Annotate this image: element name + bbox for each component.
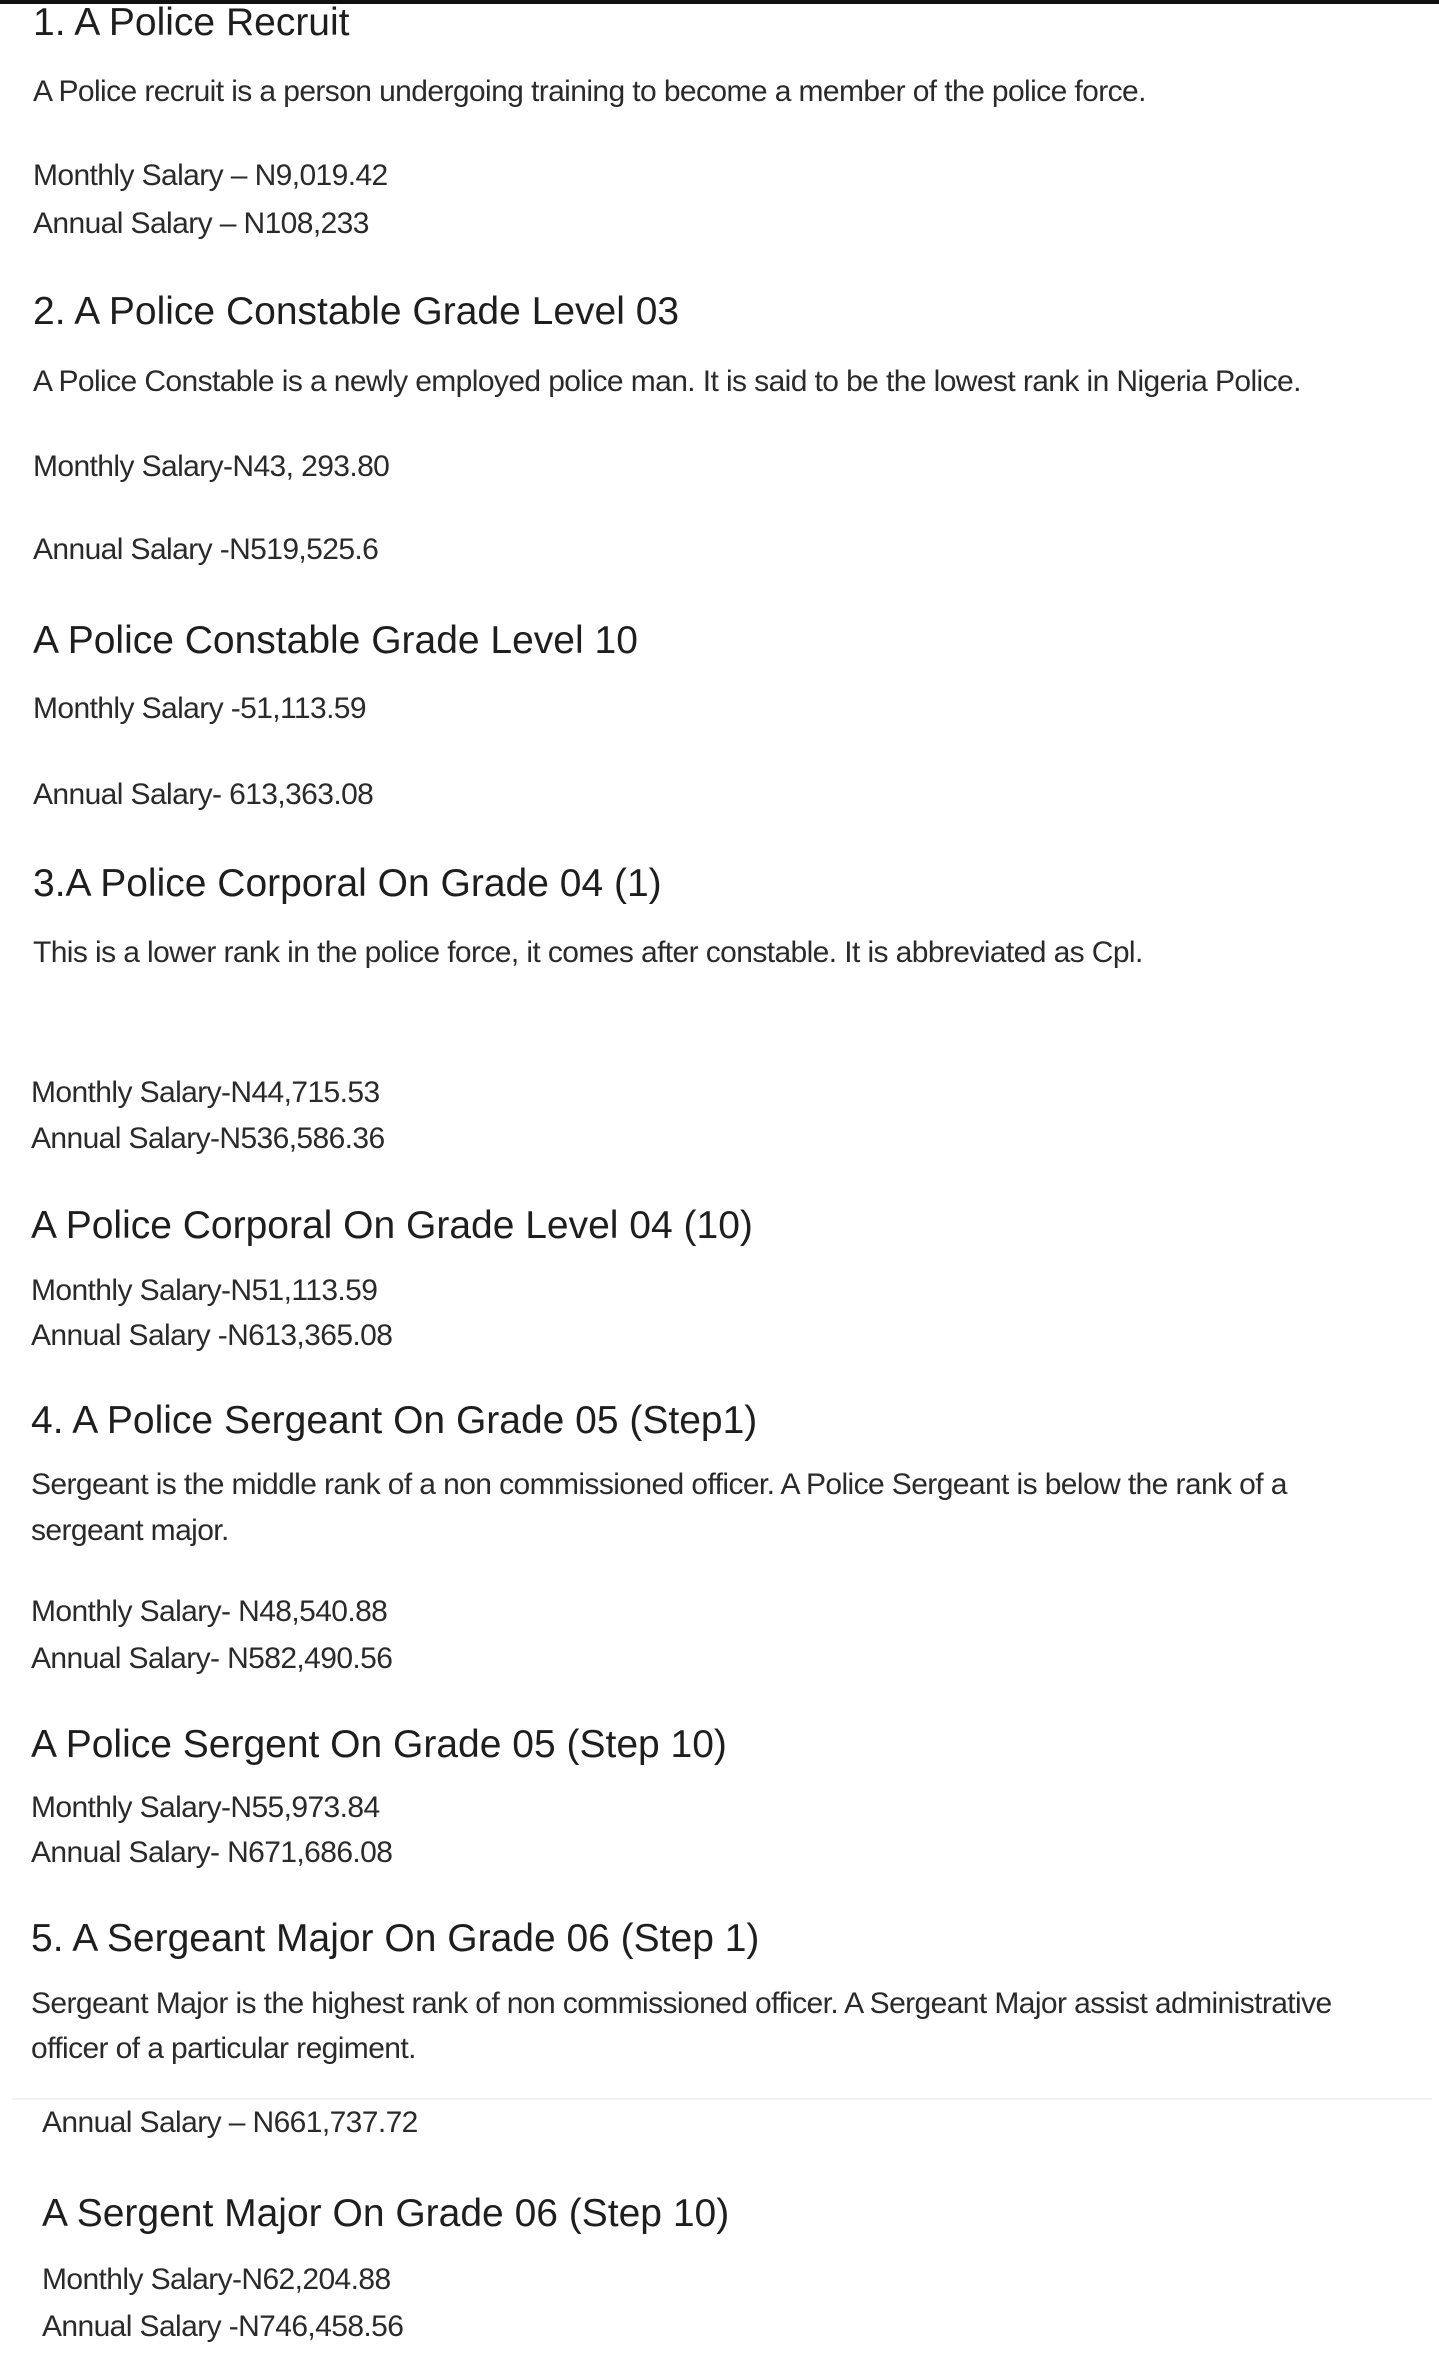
section-description: A Police recruit is a person undergoing training to become a member of the police force. [33, 75, 1146, 108]
monthly-salary: Monthly Salary -51,113.59 [33, 692, 366, 725]
annual-salary: Annual Salary- N671,686.08 [31, 1836, 393, 1869]
section-description: A Police Constable is a newly employed police man. It is said to be the lowest rank in Nigeria Police. [33, 365, 1301, 398]
annual-salary: Annual Salary- N582,490.56 [31, 1642, 393, 1675]
monthly-salary: Monthly Salary-N51,113.59 [31, 1274, 378, 1307]
section-description: sergeant major. [31, 1514, 229, 1547]
section-heading: 4. A Police Sergeant On Grade 05 (Step1) [31, 1399, 758, 1442]
section-heading: 5. A Sergeant Major On Grade 06 (Step 1) [31, 1917, 760, 1960]
annual-salary: Annual Salary -N746,458.56 [42, 2310, 404, 2343]
annual-salary: Annual Salary -N519,525.6 [33, 533, 379, 566]
section-heading: 1. A Police Recruit [33, 1, 350, 44]
annual-salary: Annual Salary – N661,737.72 [42, 2106, 418, 2139]
monthly-salary: Monthly Salary – N9,019.42 [33, 159, 388, 192]
monthly-salary: Monthly Salary-N55,973.84 [31, 1791, 380, 1824]
section-description: officer of a particular regiment. [31, 2032, 416, 2065]
section-description: Sergeant is the middle rank of a non commissioned officer. A Police Sergeant is below the rank of a [31, 1468, 1287, 1501]
section-heading: A Police Constable Grade Level 10 [33, 619, 638, 662]
monthly-salary: Monthly Salary- N48,540.88 [31, 1595, 388, 1628]
section-heading: A Police Corporal On Grade Level 04 (10) [31, 1204, 753, 1247]
section-heading: A Police Sergent On Grade 05 (Step 10) [31, 1723, 727, 1766]
annual-salary: Annual Salary-N536,586.36 [31, 1122, 385, 1155]
section-heading: 2. A Police Constable Grade Level 03 [33, 290, 680, 333]
monthly-salary: Monthly Salary-N43, 293.80 [33, 450, 390, 483]
monthly-salary: Monthly Salary-N44,715.53 [31, 1076, 380, 1109]
section-heading: 3.A Police Corporal On Grade 04 (1) [33, 862, 662, 905]
section-description: This is a lower rank in the police force, it comes after constable. It is abbreviated as Cpl. [33, 936, 1143, 969]
annual-salary: Annual Salary- 613,363.08 [33, 778, 374, 811]
section-description: Sergeant Major is the highest rank of non commissioned officer. A Sergeant Major assist administrative [31, 1987, 1332, 2020]
annual-salary: Annual Salary – N108,233 [33, 207, 369, 240]
section-heading: A Sergent Major On Grade 06 (Step 10) [42, 2192, 730, 2235]
annual-salary: Annual Salary -N613,365.08 [31, 1319, 393, 1352]
divider [12, 2098, 1432, 2100]
monthly-salary: Monthly Salary-N62,204.88 [42, 2263, 391, 2296]
